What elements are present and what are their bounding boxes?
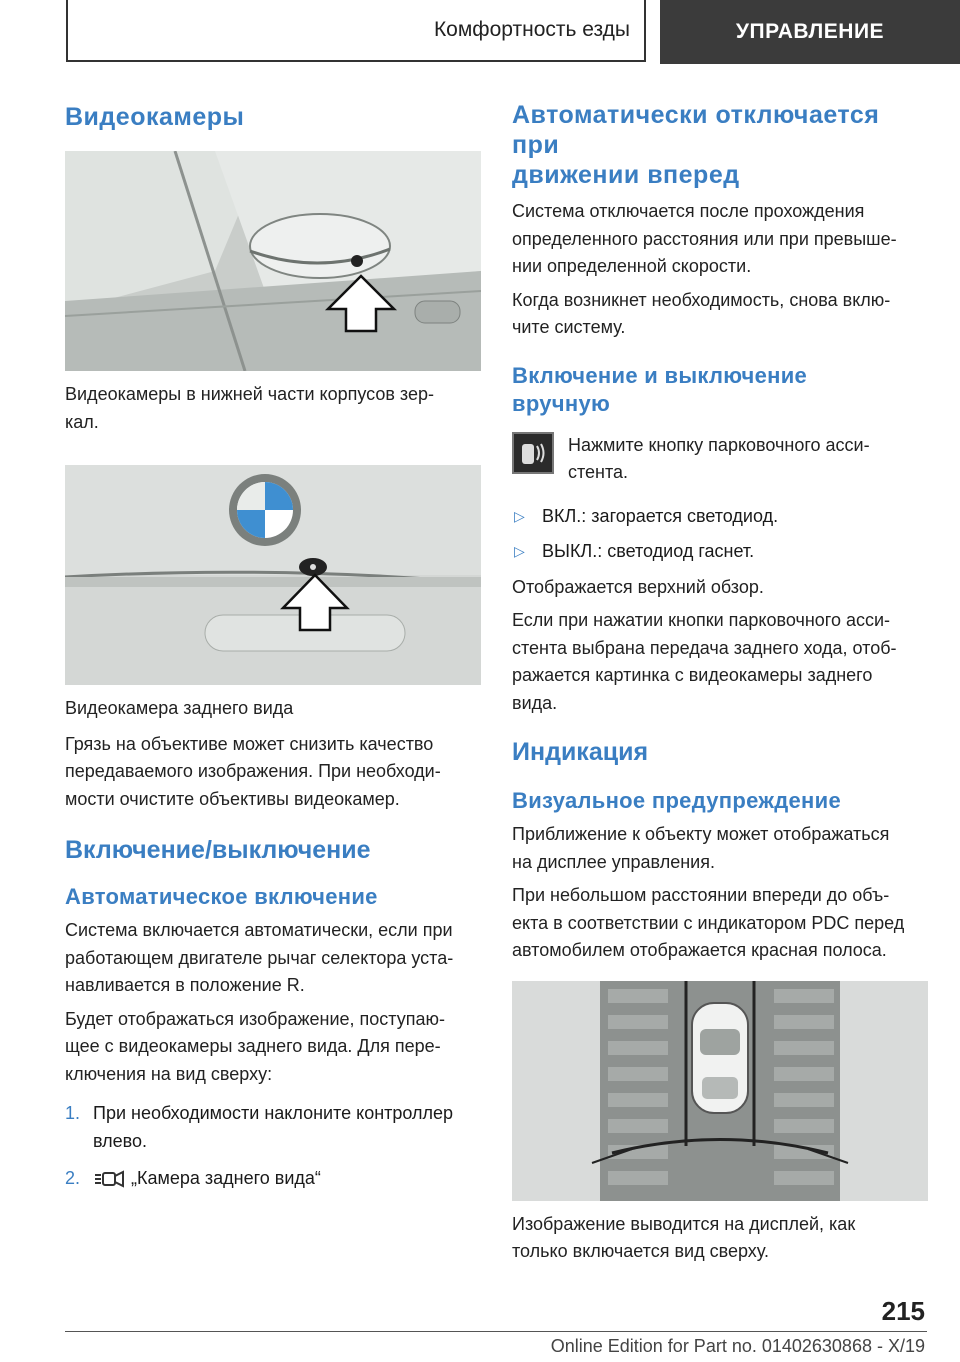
paragraph-pdc: При небольшом расстоянии впереди до объ- екта в соответствии с индикатором PDC перед автомобилем отображается красная полоса. — [512, 885, 905, 960]
bullet-off-text: ВЫКЛ.: светодиод гаснет. — [542, 541, 755, 561]
mirror-camera-figure — [65, 151, 481, 371]
bullet-on-text: ВКЛ.: загорается светодиод. — [542, 505, 779, 526]
step-1-number: 1. — [65, 1103, 81, 1123]
top-view-figure — [512, 981, 928, 1201]
triangle-bullet-icon: ▷ — [514, 507, 525, 524]
paragraph-dirt: Грязь на объективе может снизить качество передаваемого изображения. При необходи- мости очистите объективы видеокамер. — [65, 733, 441, 809]
heading-indication: Индикация — [512, 738, 649, 766]
footer-edition: Online Edition for Part no. 01402630868 - X/19 — [550, 1336, 925, 1356]
paragraph-auto-off: Система отключается после прохождения определенного расстояния или при превыше- нии определенной скорости. — [512, 201, 897, 276]
rear-camera-icon — [93, 1168, 131, 1190]
bullet-off — [512, 538, 928, 566]
heading-auto-off: Автоматически отключается при движении вперед — [512, 101, 880, 189]
paragraph-display: Будет отображаться изображение, поступаю- щее с видеокамеры заднего вида. Для пере- ключения на вид сверху: — [65, 1008, 445, 1084]
triangle-bullet-icon: ▷ — [514, 543, 525, 559]
left-column — [65, 100, 481, 1193]
rear-camera-illustration — [65, 465, 481, 685]
bullet-on — [512, 503, 928, 531]
caption-display: Изображение выводится на дисплей, как только включается вид сверху. — [512, 1213, 856, 1261]
paragraph-topview: Отображается верхний обзор. — [512, 576, 764, 597]
footer-divider — [65, 1331, 927, 1332]
page-number: 215 — [881, 1296, 925, 1326]
paragraph-auto-on: Система включается автоматически, если при работающем двигателе рычаг селектора уста- навливается в положение R. — [65, 920, 454, 995]
step-2-text: „Камера заднего вида“ — [131, 1168, 321, 1188]
step-1-text: При необходимости наклоните контроллер влево. — [93, 1103, 454, 1151]
caption-mirror-cameras: Видеокамеры в нижней части корпусов зер- кал. — [65, 384, 434, 432]
rear-camera-figure — [65, 465, 481, 685]
step-2-number: 2. — [65, 1168, 81, 1188]
top-view-illustration — [512, 981, 928, 1201]
mirror-camera-illustration — [65, 151, 481, 371]
paragraph-button: Нажмите кнопку парковочного асси- стента. — [568, 434, 870, 482]
section-title: Комфортность езды — [66, 0, 646, 62]
heading-manual: Включение и выключение вручную — [512, 362, 808, 416]
heading-cameras: Видеокамеры — [65, 103, 245, 131]
heading-auto-on: Автоматическое включение — [65, 884, 378, 909]
park-assist-button-icon — [512, 432, 554, 474]
step-1 — [65, 1100, 481, 1155]
heading-on-off: Включение/выключение — [65, 836, 371, 864]
caption-rear-camera: Видеокамера заднего вида — [65, 698, 294, 718]
heading-visual-warning: Визуальное предупреждение — [512, 788, 842, 813]
paragraph-reenable: Когда возникнет необходимость, снова вклю- чите систему. — [512, 289, 891, 337]
right-column — [512, 100, 928, 1266]
paragraph-reverse: Если при нажатии кнопки парковочного асси- стента выбрана передача заднего хода, отоб- ражается картинка с видеокамеры заднего вида. — [512, 610, 897, 713]
chapter-tab: УПРАВЛЕНИЕ — [660, 0, 960, 64]
paragraph-approach: Приближение к объекту может отображаться на дисплее управления. — [512, 824, 890, 872]
step-2 — [65, 1165, 481, 1193]
park-assist-instruction — [512, 432, 928, 487]
page-header — [66, 0, 960, 64]
